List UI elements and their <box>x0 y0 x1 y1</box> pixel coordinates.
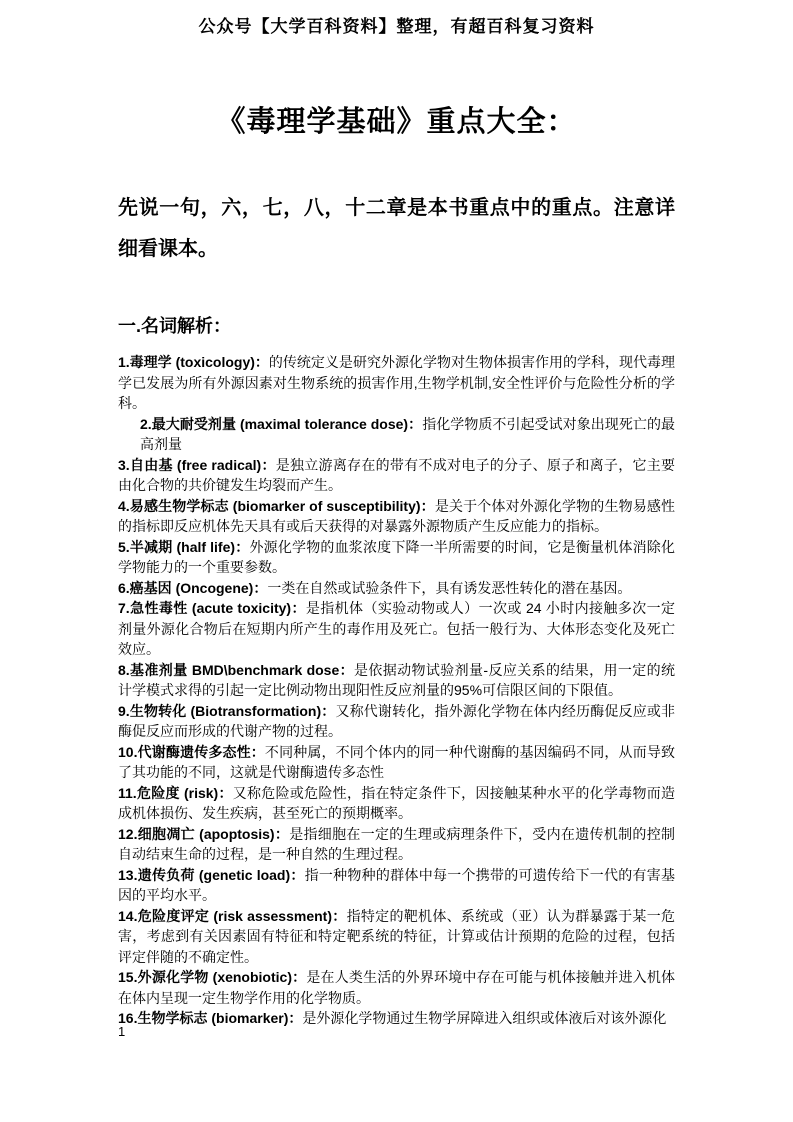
definition-item <box>118 783 675 824</box>
definition-item <box>118 578 675 599</box>
definition-body: 指一种物种的群体中每一个携带的可遗传给下一代的有害基因的平均水平。 <box>118 866 676 903</box>
definition-item <box>118 660 675 701</box>
definition-term: 12.细胞凋亡 (apoptosis)： <box>118 825 290 842</box>
document-header: 公众号【大学百科资料】整理，有超百科复习资料 <box>198 17 595 36</box>
definition-term: 15.外源化学物 (xenobiotic)： <box>118 969 307 985</box>
page-title: 《毒理学基础》重点大全： <box>216 106 577 138</box>
definition-term: 11.危险度 (risk)： <box>118 784 233 801</box>
definition-body: 指特定的靶机体、系统或（亚）认为群暴露于某一危害，考虑到有关因素固有特征和特定靶系统的特征，计算或估计预期的危险的过程，包括评定伴随的不确定性。 <box>118 907 676 965</box>
definition-item <box>118 455 675 496</box>
definition-item <box>118 701 675 742</box>
definition-body: 又称危险或危险性，指在特定条件下，因接触某种水平的化学毒物而造成机体损伤、发生疾病，甚至死亡的预期概率。 <box>118 784 675 821</box>
definition-body: 是依据动物试验剂量-反应关系的结果，用一定的统计学模式求得的引起一定比例动物出现阳性反应剂量的95%可信限区间的下限值。 <box>118 661 675 698</box>
definition-body: 不同种属，不同个体内的同一种代谢酶的基因编码不同，从而导致了其功能的不同，这就是代谢酶遗传多态性 <box>118 743 675 780</box>
definition-body: 是独立游离存在的带有不成对电子的分子、原子和离子，它主要由化合物的共价键发生均裂而产生。 <box>118 456 675 493</box>
definition-body: 一类在自然或试验条件下，具有诱发恶性转化的潜在基因。 <box>267 579 632 596</box>
definition-body: 外源化学物的血浆浓度下降一半所需要的时间，它是衡量机体消除化学物能力的一个重要参数。 <box>118 538 675 575</box>
definition-body: 又称代谢转化，指外源化学物在体内经历酶促反应或非酶促反应而形成的代谢产物的过程。 <box>118 702 676 739</box>
definition-item <box>118 537 675 578</box>
definition-item <box>118 352 675 414</box>
definition-term: 13.遗传负荷 (genetic load)： <box>118 866 305 883</box>
definition-term: 8.基准剂量 BMD\benchmark dose： <box>118 661 355 678</box>
definition-body: 指化学物质不引起受试对象出现死亡的最高剂量 <box>140 415 675 452</box>
definition-body: 是外源化学物通过生物学屏障进入组织或体液后对该外源化 <box>302 1010 667 1026</box>
document-content <box>118 99 675 1029</box>
definition-term: 10.代谢酶遗传多态性： <box>118 743 265 760</box>
definition-item <box>118 414 675 455</box>
definition-item <box>118 598 675 660</box>
section-heading: 一.名词解析： <box>118 316 232 336</box>
definition-item <box>118 742 675 783</box>
definition-body: 是在人类生活的外界环境中存在可能与机体接触并进入机体在体内呈现一定生物学作用的化学物质。 <box>118 969 675 1006</box>
page-number: 1 <box>118 1024 126 1039</box>
definition-item <box>118 906 675 968</box>
definition-term: 2.最大耐受剂量 (maximal tolerance dose)： <box>140 415 423 432</box>
definition-term: 9.生物转化 (Biotransformation)： <box>118 702 336 719</box>
definition-body: 的传统定义是研究外源化学物对生物体损害作用的学科，现代毒理学已发展为所有外源因素对生物系统的损害作用,生物学机制,安全性评价与危险性分析的学科。 <box>118 354 675 411</box>
definition-term: 16.生物学标志 (biomarker)： <box>118 1010 303 1026</box>
definition-term: 6.癌基因 (Oncogene)： <box>118 579 268 596</box>
definition-item <box>118 967 675 1008</box>
definition-term: 4.易感生物学标志 (biomarker of susceptibility)： <box>118 497 435 514</box>
definition-item <box>118 824 675 865</box>
definition-term: 5.半减期 (half life)： <box>118 538 250 555</box>
definition-term: 1.毒理学 (toxicology)： <box>118 354 269 370</box>
intro-paragraph: 先说一句，六，七，八，十二章是本书重点中的重点。注意详细看课本。 <box>118 197 675 260</box>
definition-item <box>118 496 675 537</box>
definition-term: 3.自由基 (free radical)： <box>118 456 276 473</box>
definition-term: 14.危险度评定 (risk assessment)： <box>118 907 347 924</box>
definition-body: 是指细胞在一定的生理或病理条件下，受内在遗传机制的控制自动结束生命的过程，是一种自然的生理过程。 <box>118 825 676 862</box>
definition-body: 是指机体（实验动物或人）一次或 24 小时内接触多次一定剂量外源化合物后在短期内所产生的毒作用及死亡。包括一般行为、大体形态变化及死亡效应。 <box>118 600 675 657</box>
definition-item <box>118 865 675 906</box>
definition-body: 是关于个体对外源化学物的生物易感性的指标即反应机体先天具有或后天获得的对暴露外源物质产生反应能力的指标。 <box>118 497 675 534</box>
definition-item <box>118 1008 675 1029</box>
definition-term: 7.急性毒性 (acute toxicity)： <box>118 600 306 616</box>
definitions-list <box>118 352 675 1029</box>
